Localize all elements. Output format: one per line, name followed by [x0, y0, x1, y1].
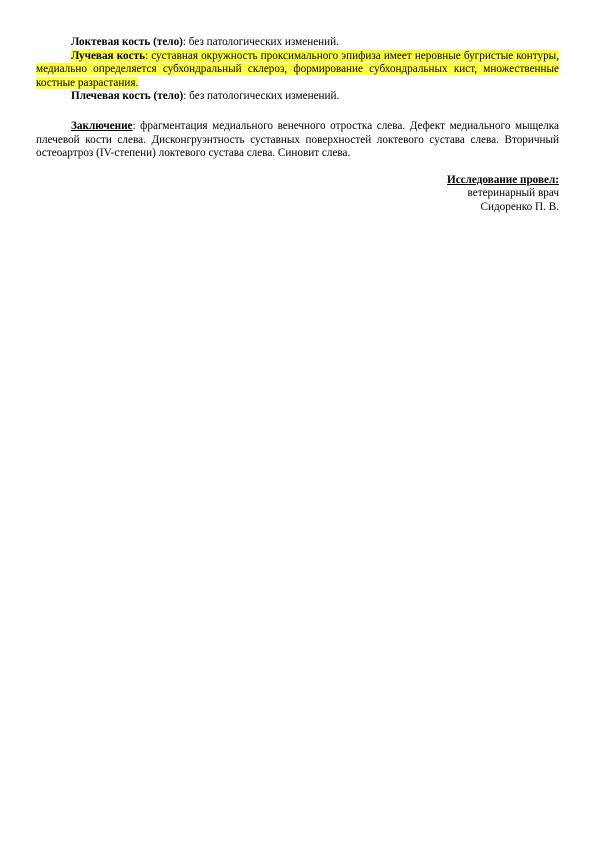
- spacer: [36, 104, 559, 120]
- radius-paragraph: [36, 50, 559, 91]
- signature-role: ветеринарный врач: [467, 187, 559, 200]
- ulna-text: : без патологических изменений.: [182, 36, 339, 48]
- conclusion-text: : фрагментация медиального венечного отростка слева. Дефект медиального мыщелка плечевой кости слева. Дисконгруэнтность суставных поверхностей локтевого сустава слева. Вторичный остеоартроз (IV-степени) локтевого сустава слева. Синовит слева.: [36, 119, 559, 160]
- conclusion-label: Заключение: [71, 119, 133, 132]
- humerus-text: : без патологических изменений.: [183, 90, 340, 103]
- signature-block: [36, 174, 559, 215]
- ulna-paragraph: [36, 36, 559, 50]
- document-body: [36, 36, 559, 215]
- radius-label: Лучевая кость: [71, 49, 145, 62]
- humerus-paragraph: [36, 90, 559, 104]
- ulna-label: Локтевая кость (тело): [71, 36, 183, 48]
- humerus-label: Плечевая кость (тело): [71, 90, 184, 103]
- signature-name: Сидоренко П. В.: [480, 200, 559, 213]
- signature-heading: Исследование провел:: [447, 173, 559, 186]
- radius-text: : суставная окружность проксимального эпифиза имеет неровные бугристые контуры, медиально определяется субхондральный склероз, формирование субхондральных кист, множественные костные разрастания.: [36, 49, 559, 89]
- radius-highlight: [36, 50, 559, 89]
- conclusion-paragraph: [36, 120, 559, 161]
